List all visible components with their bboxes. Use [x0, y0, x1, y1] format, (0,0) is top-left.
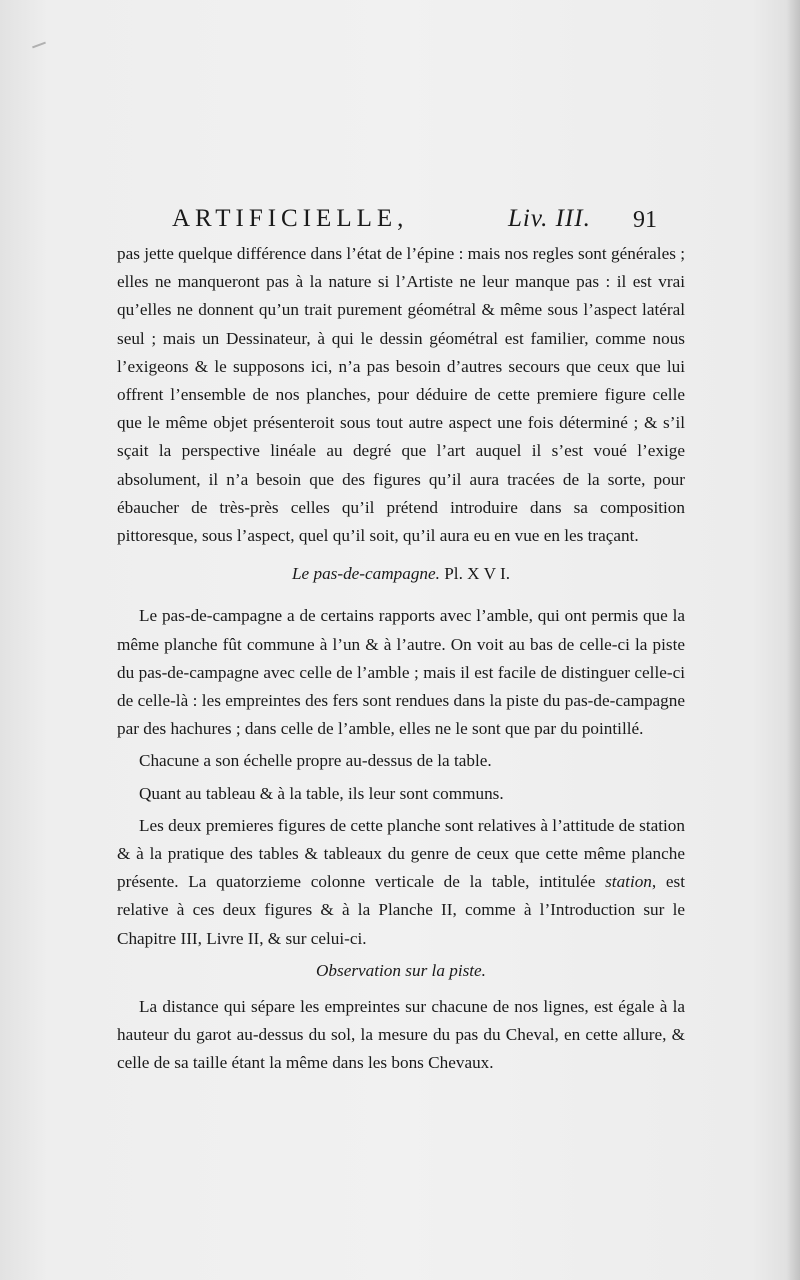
running-header	[172, 205, 657, 245]
paragraph-pas-de-campagne: Le pas-de-campagne a de certains rapports avec l’amble, qui ont permis que la même planche fût commune à l’un & à l’autre. On voit au bas de celle-ci la piste du pas-de-campagne avec celle de l’amble ; mais il est facile de distinguer celle-ci de celle-là : les empreintes des fers sont rendues dans la piste du pas-de-campagne par des hachures ; dans celle de l’amble, elles ne le sont que par du pointillé.	[117, 606, 685, 739]
section-heading-observation: Observation sur la piste.	[316, 960, 486, 980]
heading-title: Le pas-de-campagne.	[291, 564, 440, 584]
book-reference: Liv. III.	[508, 205, 591, 232]
plate-reference: Pl. X V I.	[444, 564, 510, 584]
page-edge-shadow	[786, 0, 800, 1280]
paragraph-distance: La distance qui sépare les empreintes sur chacune de nos lignes, est égale à la hauteur du garot au-dessus du sol, la mesure du pas du Cheval, en cette allure, & celle de sa taille étant la même dans les bons Chevaux.	[117, 997, 685, 1073]
paragraph-tableau: Quant au tableau & à la table, ils leur sont communs.	[139, 783, 504, 803]
paragraph-figures	[117, 812, 685, 953]
running-title: ARTIFICIELLE,	[172, 205, 409, 232]
ink-mark	[32, 42, 46, 49]
page-number: 91	[633, 207, 657, 233]
term-station: station	[605, 872, 652, 892]
paragraph-figures-part-1: Les deux premieres figures de cette planche sont relatives à l’attitude de station & à la pratique des tables & tableaux du genre de ceux que cette même planche présente. La quatorzieme colonne verticale de la table, intitulée	[117, 815, 685, 892]
paragraph-figures-part-2: , est relative à ces deux figures & à la Planche II, comme à l’Introduction sur le Chapitre III, Livre II, & sur celui-ci.	[117, 872, 685, 948]
section-heading-pas-de-campagne	[117, 560, 685, 588]
paragraph-echelle: Chacune a son échelle propre au-dessus de la table.	[139, 751, 492, 771]
paragraph-continuation: pas jette quelque différence dans l’état de l’épine : mais nos regles sont générales ; elles ne manqueront pas à la nature si l’Artiste ne leur manque pas : il est vrai qu’elles ne donnent qu’un trait purement géométral & même sous l’aspect latéral seul ; mais un Dessinateur, à qui le dessin géométral est familier, comme nous l’exigeons & le supposons ici, n’a pas besoin d’autres secours que ceux que lui offrent l’ensemble de nos planches, pour déduire de cette premiere figure celle que le même objet présenteroit sous tout autre aspect une fois déterminé ; & s’il sçait la perspective linéale au degré que l’art auquel il s’est voué l’exige absolument, il n’a besoin que des figures qu’il aura tracées de la sorte, pour ébaucher de très-près celles qu’il prétend introduire dans sa composition pittoresque, sous l’aspect, quel qu’il soit, qu’il aura eu en vue en les traçant.	[117, 244, 685, 546]
body-text	[117, 240, 685, 1078]
